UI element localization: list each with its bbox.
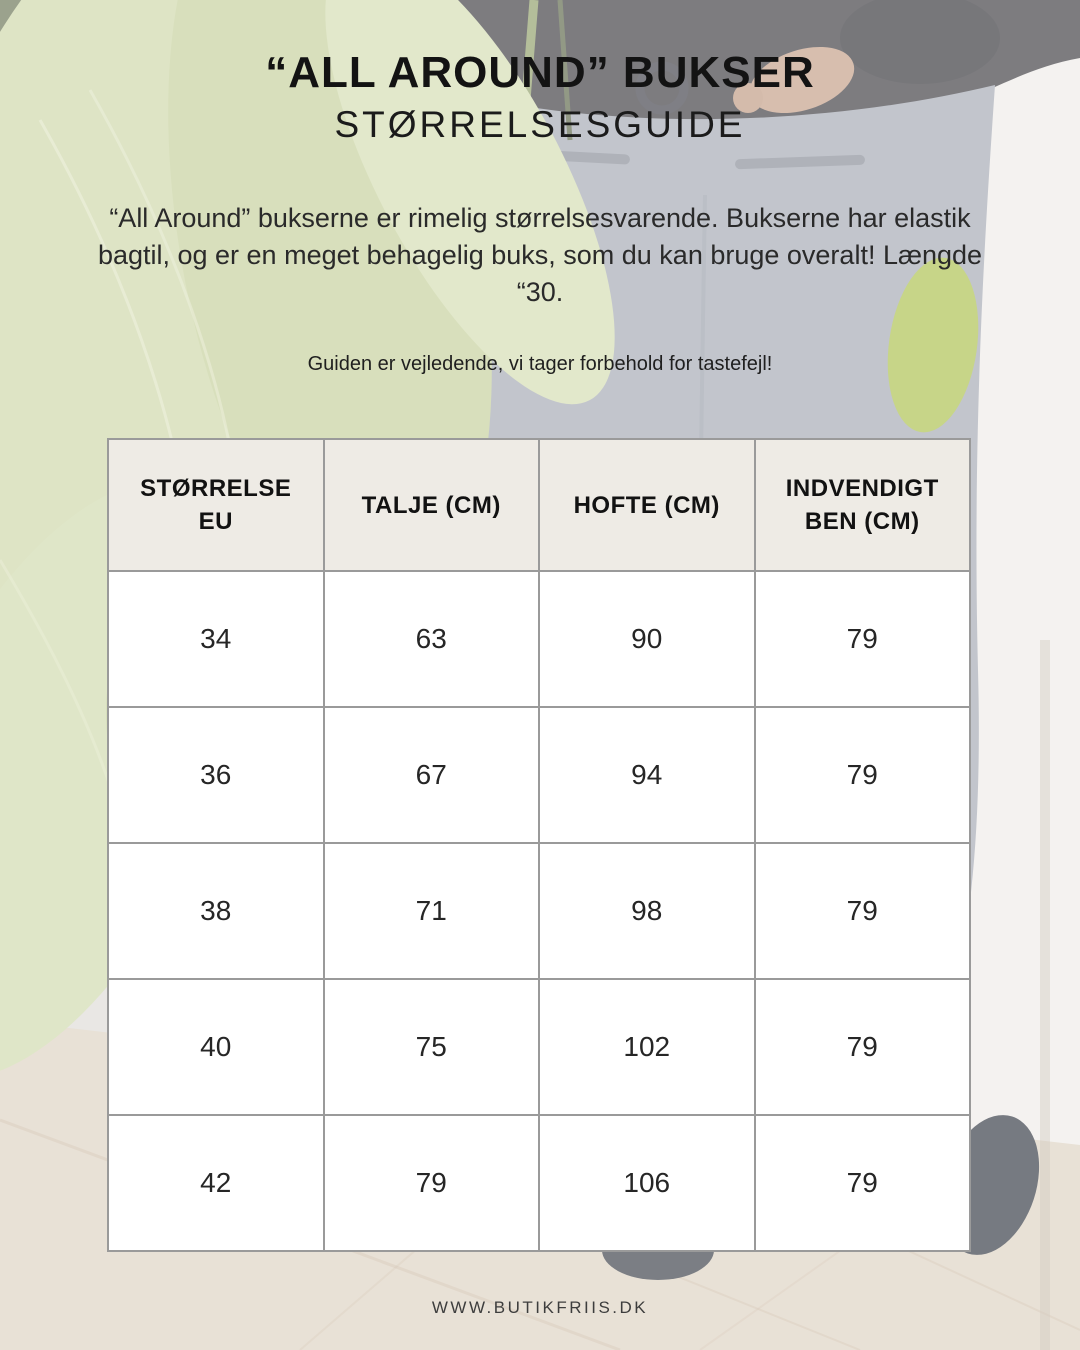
cell-size: 40	[108, 979, 324, 1115]
cell-hip: 94	[539, 707, 755, 843]
header-cell-waist: TALJE (CM)	[324, 439, 540, 571]
header-cell-size-eu: STØRRELSE EU	[108, 439, 324, 571]
size-table-row	[108, 843, 970, 979]
cell-size: 38	[108, 843, 324, 979]
cell-inseam: 79	[755, 571, 971, 707]
cell-size: 34	[108, 571, 324, 707]
cell-waist: 75	[324, 979, 540, 1115]
page-title: “ALL AROUND” BUKSER	[265, 48, 815, 97]
size-table	[107, 438, 971, 1252]
website-url: WWW.BUTIKFRIIS.DK	[431, 1298, 649, 1317]
size-table-row	[108, 979, 970, 1115]
cell-waist: 63	[324, 571, 540, 707]
page-subtitle: STØRRELSESGUIDE	[334, 104, 746, 145]
description-text: “All Around” bukserne er rimelig størrelsesvarende. Bukserne har elastik bagtil, og er en meget behagelig buks, som du kan bruge overalt! Længde “30.	[97, 203, 983, 307]
cell-inseam: 79	[755, 843, 971, 979]
cell-hip: 102	[539, 979, 755, 1115]
cell-waist: 71	[324, 843, 540, 979]
disclaimer-note: Guiden er vejledende, vi tager forbehold for tastefejl!	[307, 353, 773, 375]
size-table-row	[108, 1115, 970, 1251]
size-table-row	[108, 571, 970, 707]
cell-inseam: 79	[755, 1115, 971, 1251]
cell-inseam: 79	[755, 707, 971, 843]
cell-hip: 90	[539, 571, 755, 707]
cell-inseam: 79	[755, 979, 971, 1115]
size-table-header-row	[108, 439, 970, 571]
header-cell-hip: HOFTE (CM)	[539, 439, 755, 571]
cell-hip: 106	[539, 1115, 755, 1251]
cell-size: 42	[108, 1115, 324, 1251]
cell-waist: 67	[324, 707, 540, 843]
footer	[0, 1298, 1080, 1318]
cell-waist: 79	[324, 1115, 540, 1251]
cell-hip: 98	[539, 843, 755, 979]
cell-size: 36	[108, 707, 324, 843]
header-cell-inseam: INDVENDIGT BEN (CM)	[755, 439, 971, 571]
size-table-row	[108, 707, 970, 843]
